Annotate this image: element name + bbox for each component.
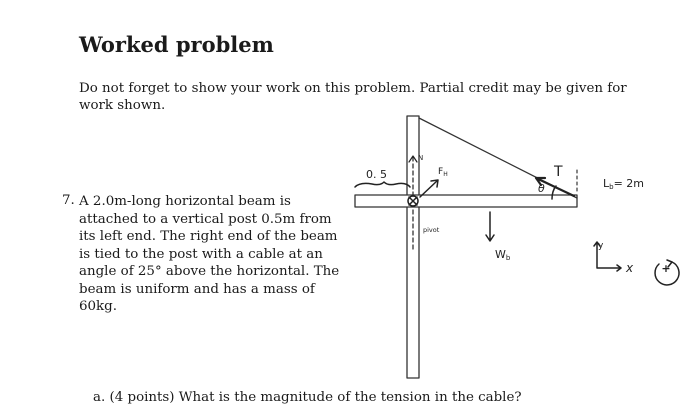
instructions-text: Do not forget to show your work on this problem. Partial credit may be given for work shown. [79,81,627,113]
question-number: 7. [62,193,75,208]
page-title: Worked problem [79,32,274,57]
pivot-marker [408,196,418,206]
tension-label: T [554,164,563,180]
weight-label: Wb [495,248,511,262]
axis-x-label: x [626,261,634,275]
length-label: Lb= 2m [603,177,645,191]
normal-label: N [418,154,424,162]
distance-brace [355,182,410,187]
pivot-force-label: $F_H$ [438,167,448,178]
rotation-sign: + [661,262,671,275]
horizontal-beam [355,195,577,207]
distance-label: 0. 5 [366,168,387,181]
pivot-label: pivot [423,226,440,234]
part-a-question: a. (4 points) What is the magnitude of the tension in the cable? [93,390,522,405]
angle-label: θ [538,182,545,195]
axis-y-label: y [598,241,604,251]
weight-arrow [486,212,494,241]
question-text: A 2.0m-long horizontal beam is attached to a vertical post 0.5m from its left end. The right end of the beam is tied to the post with a cable at an angle of 25° above the horizontal. The beam is uniform and has a mass of 60kg. [79,194,340,314]
